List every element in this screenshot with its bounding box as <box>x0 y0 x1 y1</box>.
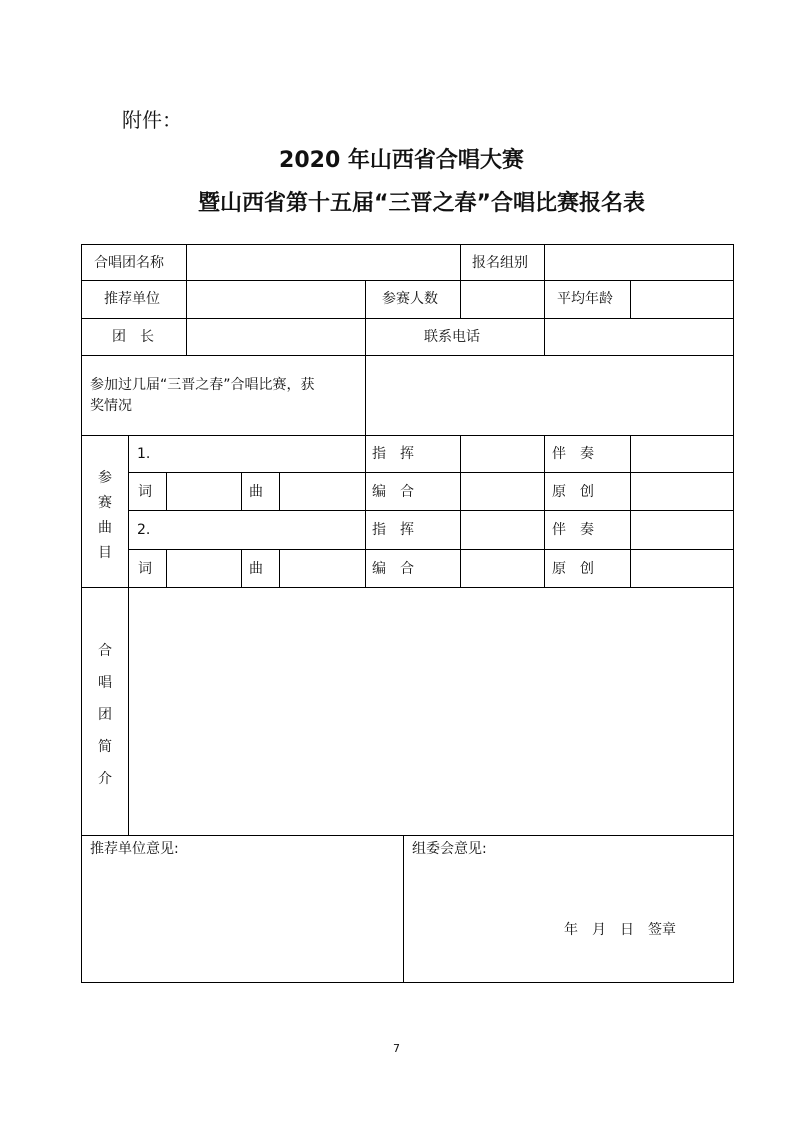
history-label-line2: 奖情况 <box>90 398 132 414</box>
song1-number: 1. <box>137 446 151 462</box>
conductor-label: 指 挥 <box>372 446 414 462</box>
original-label: 原 创 <box>552 484 594 500</box>
page-number: 7 <box>393 1042 400 1055</box>
lyrics-label-2: 词 <box>138 561 152 577</box>
choir-name-label: 合唱团名称 <box>94 255 164 271</box>
choir-intro-label: 合 唱 团 简 介 <box>98 643 112 787</box>
committee-opinion-label: 组委会意见: <box>412 841 487 857</box>
phone-label: 联系电话 <box>424 329 480 345</box>
accompanist-label: 伴 奏 <box>552 446 594 462</box>
arranger-label-2: 编 合 <box>372 561 414 577</box>
date-sign-label: 年 月 日 签章 <box>564 922 676 938</box>
history-label-line1: 参加过几届“三晋之春”合唱比赛，获 <box>90 377 315 393</box>
group-label: 报名组别 <box>472 255 528 271</box>
music-label: 曲 <box>249 484 263 500</box>
accompanist-label-2: 伴 奏 <box>552 522 594 538</box>
song2-number: 2. <box>137 522 151 538</box>
original-label-2: 原 创 <box>552 561 594 577</box>
songs-section-label: 参 赛 曲 目 <box>98 470 112 561</box>
registration-table <box>81 244 734 983</box>
form-subtitle: 暨山西省第十五届“三晋之春”合唱比赛报名表 <box>198 191 645 216</box>
avg-age-label: 平均年龄 <box>557 291 613 307</box>
form-title: 2020 年山西省合唱大赛 <box>279 148 524 173</box>
conductor-label-2: 指 挥 <box>372 522 414 538</box>
music-label-2: 曲 <box>249 561 263 577</box>
attachment-label: 附件： <box>122 108 182 132</box>
lyrics-label: 词 <box>138 484 152 500</box>
recommend-opinion-label: 推荐单位意见: <box>90 841 179 857</box>
recommend-unit-label: 推荐单位 <box>104 291 160 307</box>
arranger-label: 编 合 <box>372 484 414 500</box>
participants-label: 参赛人数 <box>382 291 438 307</box>
leader-label: 团 长 <box>112 329 154 345</box>
